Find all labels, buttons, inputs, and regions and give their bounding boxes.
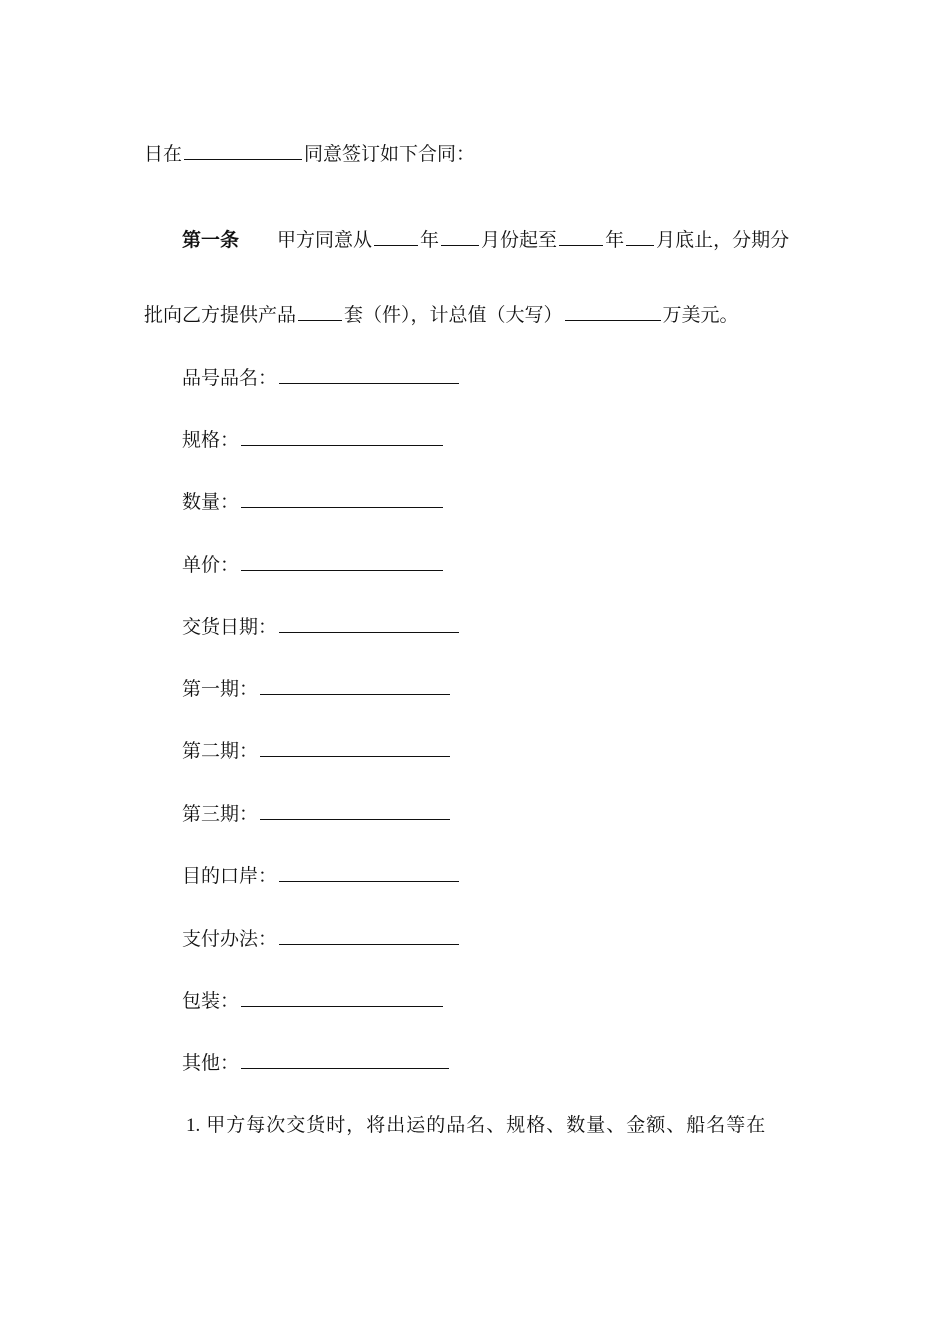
field-label: 包装：	[182, 990, 240, 1012]
field-blank[interactable]	[279, 925, 459, 945]
field-row	[182, 551, 445, 575]
field-row	[182, 862, 461, 886]
article1-year-label-2: 年	[605, 229, 625, 251]
field-blank[interactable]	[241, 426, 443, 446]
field-label: 品号品名：	[182, 367, 278, 389]
article1-text-usd: 万美元。	[662, 304, 739, 326]
field-row	[182, 426, 445, 450]
field-row	[182, 737, 452, 761]
field-label: 数量：	[182, 491, 240, 513]
article1-year-label-1: 年	[420, 229, 440, 251]
start-year-blank[interactable]	[374, 226, 418, 246]
field-label: 单价：	[182, 554, 240, 576]
field-blank[interactable]	[241, 987, 443, 1007]
article1-line1	[182, 226, 789, 250]
total-value-blank[interactable]	[565, 301, 661, 321]
field-row	[182, 675, 452, 699]
article1-text-supply: 批向乙方提供产品	[144, 304, 297, 326]
quantity-sets-blank[interactable]	[298, 301, 342, 321]
field-blank[interactable]	[260, 737, 450, 757]
article1-line2	[144, 301, 739, 325]
field-row	[182, 613, 461, 637]
article1-text-installments: 月底止，分期分	[656, 229, 790, 251]
field-blank[interactable]	[241, 551, 443, 571]
article1-text-until: 月份起至	[481, 229, 558, 251]
intro-line	[144, 140, 475, 164]
field-label: 规格：	[182, 429, 240, 451]
field-blank[interactable]	[260, 675, 450, 695]
field-label: 第三期：	[182, 803, 259, 825]
field-blank[interactable]	[279, 862, 459, 882]
intro-suffix: 同意签订如下合同：	[304, 143, 476, 165]
article1-text-from: 甲方同意从	[277, 229, 373, 251]
field-row	[182, 800, 452, 824]
end-month-blank[interactable]	[626, 226, 654, 246]
intro-blank[interactable]	[184, 140, 302, 160]
field-label: 第二期：	[182, 740, 259, 762]
field-label: 交货日期：	[182, 616, 278, 638]
article1-text-total: 套（件），计总值（大写）	[344, 304, 563, 326]
article1-heading: 第一条	[182, 229, 240, 251]
field-row	[182, 488, 445, 512]
field-row	[182, 1049, 451, 1073]
start-month-blank[interactable]	[441, 226, 479, 246]
clause-1	[186, 1113, 766, 1137]
field-label: 支付办法：	[182, 928, 278, 950]
field-blank[interactable]	[260, 800, 450, 820]
field-label: 第一期：	[182, 678, 259, 700]
field-blank[interactable]	[241, 488, 443, 508]
clause-number: 1.	[186, 1115, 201, 1136]
field-row	[182, 925, 461, 949]
field-label: 其他：	[182, 1052, 240, 1074]
field-blank[interactable]	[279, 613, 459, 633]
field-blank[interactable]	[241, 1049, 449, 1069]
intro-prefix: 日在	[144, 143, 183, 165]
field-row	[182, 987, 445, 1011]
clause-text: 甲方每次交货时，将出运的品名、规格、数量、金额、船名等在	[206, 1114, 767, 1136]
field-label: 目的口岸：	[182, 865, 278, 887]
field-blank[interactable]	[279, 364, 459, 384]
field-row	[182, 364, 461, 388]
end-year-blank[interactable]	[559, 226, 603, 246]
